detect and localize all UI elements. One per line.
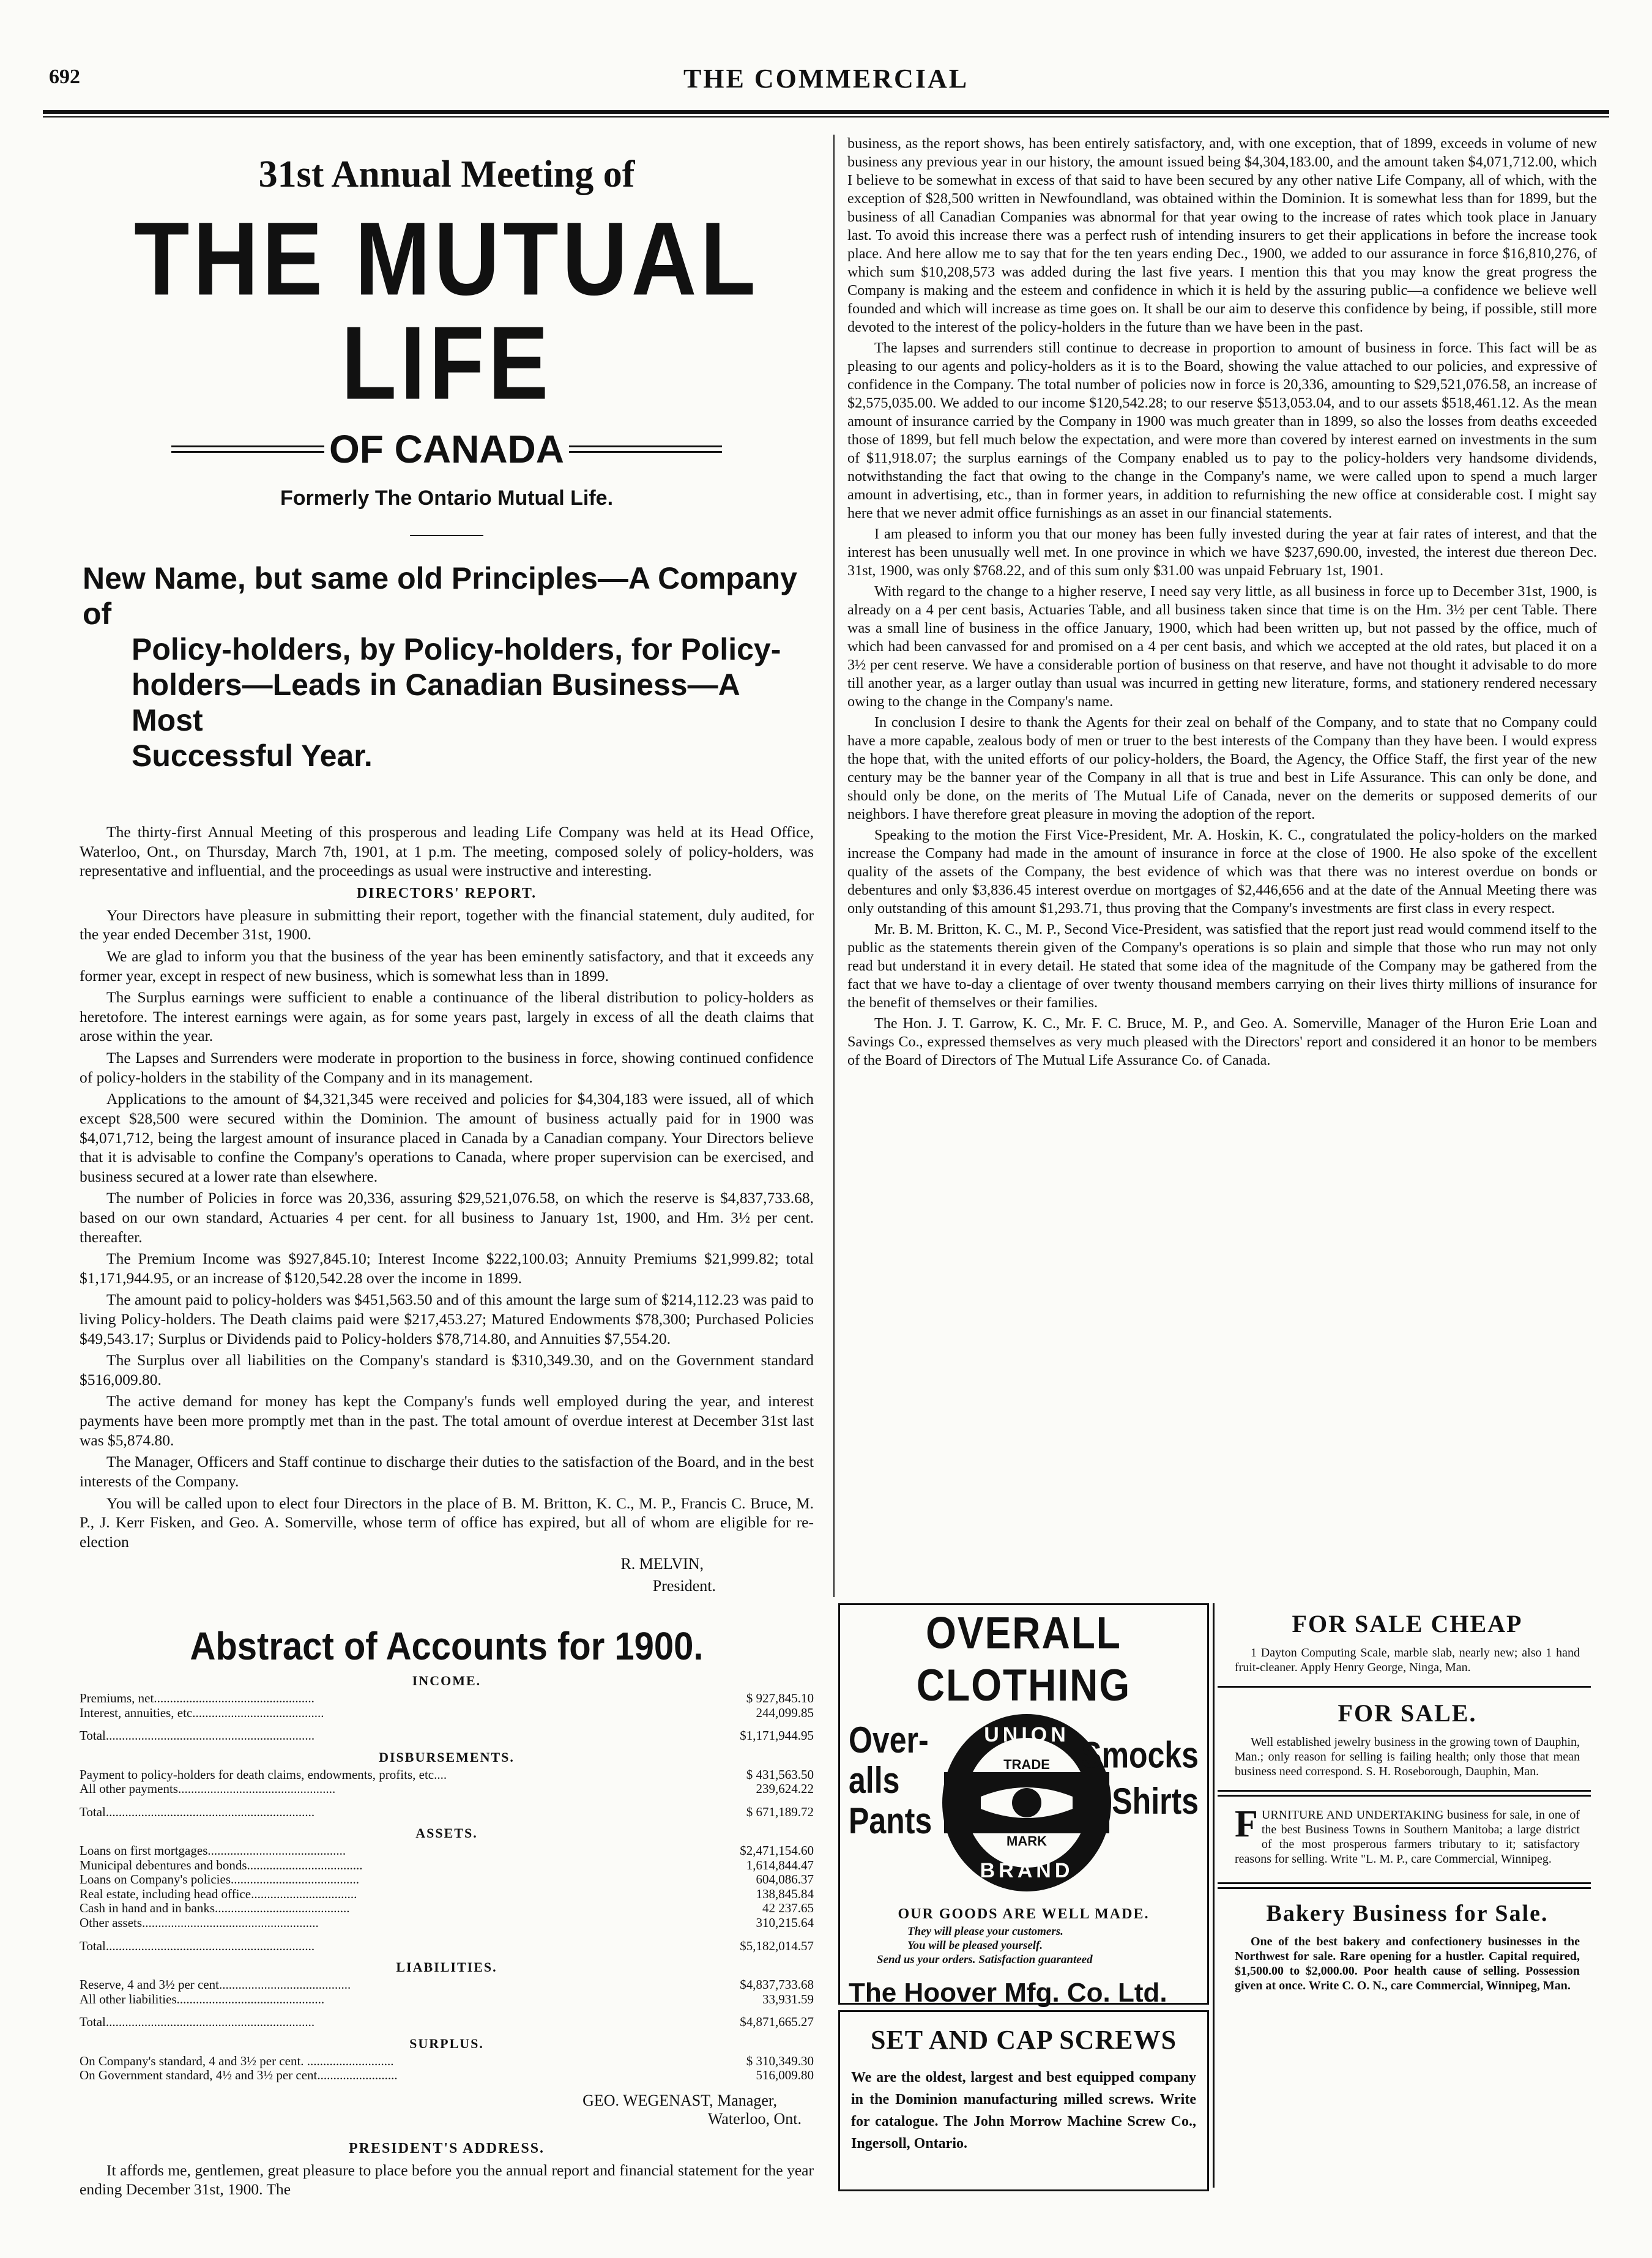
- annual-meeting-title: 31st Annual Meeting of: [258, 154, 635, 195]
- bakery-ad: [1235, 1900, 1580, 1993]
- directors-paragraph: The Surplus earnings were sufficient to enable a continuance of the liberal distribution to policy-holders as heretofore. The interest earnings were again, as for some years past, largely in excess of all the death claims that arose within the year.: [80, 988, 814, 1045]
- account-label: Interest, annuities, etc.........................................: [80, 1705, 324, 1720]
- directors-paragraph: The Premium Income was $927,845.10; Interest Income $222,100.03; Annuity Premiums $21,999.82; total $1,171,944.95, or an increase of $120,542.28 over the income in 1899.: [80, 1250, 814, 1287]
- directors-paragraph: The Surplus over all liabilities on the Company's standard is $310,349.30, and on the Government standard $516,009.80.: [80, 1351, 814, 1388]
- page-header: [43, 58, 1609, 107]
- header-rule: [43, 110, 1609, 117]
- headline-line: Successful Year.: [132, 739, 373, 773]
- column-divider: [833, 135, 835, 1597]
- furniture-paragraph: [1235, 1803, 1580, 1866]
- account-label: Total.................................................................: [80, 1939, 315, 1953]
- account-amount: $ 431,563.50: [746, 1767, 814, 1782]
- account-row: [80, 1978, 814, 1992]
- ads-divider: [1213, 1603, 1215, 2188]
- account-amount: $ 927,845.10: [746, 1691, 814, 1706]
- overall-left-item: Pants: [849, 1800, 932, 1841]
- directors-paragraph: The number of Policies in force was 20,336, assuring $29,521,076.58, on which the reserve is $4,837,733.68, based on our own standard, Actuaries 4 per cent. for all business to January 1st, 1900, and Hm. 3½ per cent. thereafter.: [80, 1189, 814, 1246]
- directors-paragraph: We are glad to inform you that the business of the year has been eminently satisfactory, and that it exceeds any former year, except in respect of new business, which is somewhat less than in 1899.: [80, 947, 814, 985]
- overall-left-list: [849, 1720, 932, 1841]
- of-canada: OF CANADA: [329, 427, 564, 471]
- account-row: [80, 1691, 814, 1706]
- company-name: THE MUTUAL LIFE: [134, 201, 759, 422]
- account-row: [80, 1901, 814, 1916]
- account-label: Loans on first mortgages...........................................: [80, 1844, 346, 1858]
- classified-ads: [1218, 1603, 1591, 2188]
- account-amount: $2,471,154.60: [740, 1843, 814, 1858]
- surplus-heading: SURPLUS.: [409, 2035, 484, 2051]
- account-row: [80, 1992, 814, 2007]
- account-row: [80, 1858, 814, 1873]
- account-label: Municipal debentures and bonds....................................: [80, 1858, 363, 1872]
- president-paragraph: It affords me, gentlemen, great pleasure to place before you the annual report and financial statement for the year ending December 31st, 1900. The: [80, 2161, 814, 2199]
- account-amount: 33,931.59: [762, 1991, 814, 2006]
- directors-paragraph: Your Directors have pleasure in submitting their report, together with the financial statement, duly audited, for the year ended December 31st, 1900.: [80, 906, 814, 944]
- account-row: [80, 1887, 814, 1902]
- overall-small-line: You will be pleased yourself.: [907, 1939, 1043, 1952]
- account-amount: $4,871,665.27: [740, 2014, 814, 2030]
- account-label: All other liabilities..............................................: [80, 1992, 325, 2006]
- directors-paragraph: You will be called upon to elect four Directors in the place of B. M. Britton, K. C., M. P., Francis C. Bruce, M. P., J. Kerr Fisken, and Geo. A. Somerville, whose term of office has expired, but all of whom are eligible for re-election: [80, 1494, 814, 1551]
- left-column: [80, 135, 814, 2215]
- directors-paragraph: The active demand for money has kept the Company's funds well employed during the year, and interest payments have been more promptly met than in the past. The total amount of overdue interest at December 31st last was $5,874.80.: [80, 1392, 814, 1449]
- liabilities-heading: LIABILITIES.: [396, 1959, 497, 1975]
- screws-title: SET AND CAP SCREWS: [870, 2025, 1177, 2055]
- headline-line: holders—Leads in Canadian Business—A Most: [132, 668, 739, 737]
- account-amount: 604,086.37: [756, 1872, 814, 1887]
- overall-small-line: They will please your customers.: [907, 1925, 1063, 1938]
- overall-right-item: Smocks: [1081, 1734, 1199, 1776]
- account-label: Premiums, net..................................................: [80, 1691, 314, 1706]
- account-label: On Government standard, 4½ and 3½ per cent.........................: [80, 2068, 398, 2083]
- account-row: [80, 1872, 814, 1887]
- account-amount: $5,182,014.57: [740, 1938, 814, 1953]
- disbursements-heading: DISBURSEMENTS.: [379, 1749, 515, 1765]
- account-row: [80, 1916, 814, 1931]
- screws-ad: [838, 2010, 1209, 2191]
- account-row: [80, 1768, 814, 1783]
- directors-paragraph: The Lapses and Surrenders were moderate in proportion to the business in force, showing continued confidence of policy-holders in the stability of the Company and in its management.: [80, 1049, 814, 1086]
- overall-title: OVERALL CLOTHING: [916, 1608, 1131, 1710]
- manager-signature-place: Waterloo, Ont.: [707, 2109, 802, 2128]
- directors-paragraph: Applications to the amount of $4,321,345 were received and policies for $4,304,183 were issued, all of which except $28,500 were secured within the Dominion. The amount of business actually paid for in 1900 was $4,071,712, being the largest amount of insurance placed in Canada by a Canadian company. Your Directors believe that it is advisable to confine the Company's operations to Canada, where proper supervision can be exercised, and business secured at a lower rate than elsewhere.: [80, 1090, 814, 1185]
- for-sale-cheap-title: FOR SALE CHEAP: [1292, 1610, 1523, 1638]
- overall-right-item: Shirts: [1112, 1780, 1199, 1822]
- account-row: [80, 1706, 814, 1721]
- account-label: On Company's standard, 4 and 3½ per cent. ...........................: [80, 2054, 394, 2068]
- furniture-dropcap: F: [1235, 1803, 1258, 1845]
- intro-paragraph: The thirty-first Annual Meeting of this prosperous and leading Life Company was held at its Head Office, Waterloo, Ont., on Thursday, March 7th, 1901, at 1 p.m. The meeting, composed solely of policy-holders, was representative and influential, and the proceedings as usual were instructive and interesting.: [80, 823, 814, 880]
- directors-paragraph: The amount paid to policy-holders was $451,563.50 and of this amount the large sum of $214,112.23 was paid to living Policy-holders. The Death claims paid were $217,453.27; Matured Endowments $78,300; Purchased Policies $49,543.17; Surplus or Dividends paid to Policy-holders $78,714.80, and Annuities $7,554.20.: [80, 1291, 814, 1347]
- account-amount: 138,845.84: [756, 1886, 814, 1901]
- for-sale-ad: [1235, 1699, 1580, 1779]
- abstract-title: Abstract of Accounts for 1900.: [190, 1625, 704, 1669]
- furniture-text: URNITURE AND UNDERTAKING business for sale, in one of the best Business Towns in Southern Manitoba; a large district of the most prosperous farmers tributary to it; satisfactory reasons for selling. Write "L. M. P., care Commercial, Winnipeg.: [1235, 1808, 1580, 1866]
- headline: [83, 561, 814, 773]
- short-rule: [410, 535, 483, 536]
- for-sale-cheap-ad: [1235, 1609, 1580, 1675]
- headline-line: Policy-holders, by Policy-holders, for Policy-: [132, 632, 781, 666]
- overall-goods-line: OUR GOODS ARE WELL MADE.: [898, 1906, 1150, 1922]
- account-label: Cash in hand and in banks..........................................: [80, 1901, 350, 1916]
- account-row: [80, 1844, 814, 1858]
- for-sale-text: Well established jewelry business in the growing town of Dauphin, Man.; only reason for selling is failing health; only those that mean business need correspond. S. H. Roseborough, Dauphin, Man.: [1235, 1735, 1580, 1778]
- headline-line: New Name, but same old Principles—A Company of: [83, 561, 797, 631]
- logo-mark-text: MARK: [1006, 1833, 1047, 1849]
- overall-small-line: Send us your orders. Satisfaction guaranteed: [877, 1953, 1093, 1966]
- decorative-rule: [569, 445, 722, 453]
- account-amount: 310,215.64: [756, 1915, 814, 1930]
- ad-separator: [1218, 1790, 1591, 1797]
- account-amount: $1,171,944.95: [740, 1728, 814, 1743]
- account-total-row: [80, 2015, 814, 2030]
- address-paragraph: Speaking to the motion the First Vice-President, Mr. A. Hoskin, K. C., congratulated the policy-holders on the marked increase the Company had made in the amount of insurance in force at the close of 1900. He also spoke of the excellent quality of the assets of the Company, the best evidence of which was that there was no interest overdue on bonds or debentures and only $3,836.45 interest overdue on mortgages of $2,446,656 and at the date of the Annual Meeting there was only outstanding of this amount $1,293.71, thus proving that the Company's investments are first class in every respect.: [847, 827, 1597, 917]
- assets-heading: ASSETS.: [415, 1825, 478, 1841]
- account-label: Total.................................................................: [80, 2015, 315, 2030]
- account-amount: 239,624.22: [756, 1781, 814, 1797]
- bakery-title: Bakery Business for Sale.: [1266, 1901, 1549, 1926]
- bakery-text: One of the best bakery and confectionery businesses in the Northwest for sale. Rare opening for a hustler. Capital required, $1,500.00 to $2,000.00. Poor health cause of selling. Possession given at once. Write C. O. N., care Commercial, Winnipeg, Man.: [1235, 1935, 1580, 1992]
- address-paragraph: business, as the report shows, has been entirely satisfactory, and, with one exception, that of 1899, exceeds in volume of new business any previous year in our history, the amount issued being $4,304,183.00, and the amount taken $4,071,712.00, which I believe to be somewhat in excess of that said to have been secured by any other native Life Company, all of which, with the exception of $28,500 written in Newfoundland, was obtained within the Dominion. It is somewhat less than for 1899, but the business of all Canadian Companies was abnormal for that year owing to the increase of rates which took place in January last. To avoid this increase there was a perfect rush of intending insurers to get their applications in before the increase took place. And here allow me to say that for the ten years ending Dec., 1900, we added to our assurance in force $16,810,276, of which sum $10,208,573 was added during the last five years. I mention this that you may know the great progress the Company is making and the esteem and confidence in which it is held by the assuring public—a confidence we believe well founded and which will increase as time goes on. It shall be our aim to deserve this confidence by being, if possible, still more devoted to the interest of the policy-holders in the future than we have been in the past.: [847, 135, 1597, 335]
- account-amount: $ 671,189.72: [746, 1804, 814, 1819]
- furniture-ad: [1235, 1803, 1580, 1866]
- right-column: [847, 135, 1597, 1591]
- logo-top-text: UNION: [984, 1723, 1070, 1746]
- directors-heading: DIRECTORS' REPORT.: [356, 885, 537, 901]
- president-heading: PRESIDENT'S ADDRESS.: [348, 2140, 545, 2156]
- address-paragraph: The lapses and surrenders still continue to decrease in proportion to amount of business in force. This fact will be as pleasing to our agents and policy-holders as it is to the Board, showing the value attached to our policies, and expressive of confidence in the Company. The total number of policies now in force is 20,336, amounting to $29,521,076.58, an increase of $2,575,035.00. We added to our income $120,542.28; to our reserve $513,053.04, and to our assets $518,461.12. As the mean amount of insurance carried by the Company in 1900 was much greater than in 1899, so also the losses from deaths exceeded those of 1899, but fell much below the expectation, and were more than covered by interest earned on investments in the sum of $11,918.07; the surplus earnings of the Company enabled us to pay to the policy-holders very handsome dividends, notwithstanding the fact that owing to the change in the Company's name, we were called upon to spend a much larger amount in advertising, etc., than in former years, in addition to refurnishing the new office at considerable cost. I might say here that we never admit office furnishings as an asset in our financial statements.: [847, 340, 1597, 521]
- directors-signature-title: President.: [652, 1577, 716, 1595]
- account-label: All other payments.................................................: [80, 1782, 336, 1797]
- advertisements: [838, 1603, 1603, 2191]
- for-sale-cheap-text: 1 Dayton Computing Scale, marble slab, nearly new; also 1 hand fruit-cleaner. Apply Henry George, Ninga, Man.: [1235, 1646, 1580, 1674]
- address-paragraph: In conclusion I desire to thank the Agents for their zeal on behalf of the Company, and to state that no Company could have a more capable, zealous body of men or truer to the best interests of the Company than they have been. I would express the hope that, with the united efforts of our policy-holders, the Board, the Agency, the Office Staff, the first year of the new century may be the banner year of the Company in all that is true and best in Life Assurance. This can only be done, and should only be done, on the merits of The Mutual Life of Canada, never on the demerits or supposed demerits of our neighbors. I have therefore great pleasure in moving the adoption of the report.: [847, 714, 1597, 822]
- account-amount: $4,837,733.68: [740, 1977, 814, 1992]
- account-label: Payment to policy-holders for death claims, endowments, profits, etc....: [80, 1767, 447, 1782]
- account-label: Loans on Company's policies........................................: [80, 1872, 360, 1887]
- account-row: [80, 2054, 814, 2069]
- logo-bottom-text: BRAND: [980, 1859, 1074, 1882]
- overall-clothing-ad: [838, 1603, 1209, 2008]
- account-total-row: [80, 1939, 814, 1954]
- address-paragraph: The Hon. J. T. Garrow, K. C., Mr. F. C. Bruce, M. P., and Geo. A. Somerville, Manager of the Huron Erie Loan and Savings Co., expressed themselves as very much pleased with the Directors' report and considered it an honor to be members of the Board of Directors of The Mutual Life Assurance Co. of Canada.: [847, 1015, 1597, 1068]
- address-paragraph: I am pleased to inform you that our money has been fully invested during the year at fair rates of interest, and that the interest has been unusually well met. In one province in which we have $237,690.00, invested, the interest due thereon Dec. 31st, 1900, was only $768.22, and of this sum only $31.00 was unpaid February 1st, 1901.: [847, 526, 1597, 579]
- account-total-row: [80, 1729, 814, 1743]
- account-amount: $ 310,349.30: [746, 2053, 814, 2068]
- formerly-line: Formerly The Ontario Mutual Life.: [280, 486, 614, 510]
- of-canada-row: [80, 427, 814, 472]
- account-label: Real estate, including head office.................................: [80, 1887, 357, 1901]
- ad-separator: [1218, 1686, 1591, 1688]
- account-label: Reserve, 4 and 3½ per cent.........................................: [80, 1978, 351, 1992]
- manager-signature-name: GEO. WEGENAST, Manager,: [582, 2091, 777, 2109]
- account-total-row: [80, 1805, 814, 1820]
- screws-text: We are the oldest, largest and best equipped company in the Dominion manufacturing milled screws. Write for catalogue. The John Morrow Machine Screw Co., Ingersoll, Ontario.: [851, 2070, 1196, 2152]
- account-row: [80, 1782, 814, 1797]
- ad-separator: [1218, 1882, 1591, 1889]
- account-row: [80, 2068, 814, 2083]
- directors-paragraph: The Manager, Officers and Staff continue to discharge their duties to the satisfaction of the Board, and in the best interests of the Company.: [80, 1453, 814, 1490]
- overall-left-item: alls: [849, 1759, 900, 1801]
- for-sale-title: FOR SALE.: [1338, 1699, 1477, 1727]
- account-amount: 1,614,844.47: [746, 1857, 814, 1872]
- account-amount: 516,009.80: [756, 2068, 814, 2083]
- account-amount: 42 237.65: [762, 1901, 814, 1916]
- account-label: Other assets.......................................................: [80, 1916, 319, 1930]
- hoover-company: The Hoover Mfg. Co. Ltd.: [849, 1978, 1167, 2008]
- overall-left-item: Over-: [849, 1719, 929, 1761]
- logo-trade-text: TRADE: [1003, 1757, 1050, 1772]
- address-paragraph: Mr. B. M. Britton, K. C., M. P., Second Vice-President, was satisfied that the report just read would commend itself to the public as the statements therein given of the Company's operations is so plain and simple that those who run may not only read but understand it in every detail. He stated that some idea of the magnitude of the Company may be gathered from the fact that we have to-day a clientage of over twenty thousand members carrying on their lives thirty millions of insurance for the benefit of themselves or their families.: [847, 921, 1597, 1011]
- account-amount: 244,099.85: [756, 1705, 814, 1720]
- decorative-rule: [171, 445, 324, 453]
- income-heading: INCOME.: [412, 1673, 482, 1689]
- newspaper-title: THE COMMERCIAL: [683, 64, 969, 94]
- overall-middle: [840, 1708, 1207, 1904]
- page-number: 692: [49, 65, 80, 88]
- address-paragraph: With regard to the change to a higher reserve, I need say very little, as all business in force up to December 31st, 1900, is already on a 4 per cent basis, Actuaries Table, and all business taken since that time is on the Hm. 3½ per cent Table. There was a small line of business in the office January, 1900, which had been written up, but not passed by the office, much of which had been canvassed for and promised on a 4 per cent basis, and which we accepted at the old rates, but placed it on a 3½ per cent reserve. We have a considerable portion of business on that reserve, and have not thought it advisable to do more till another year, as a larger outlay than usual was incurred in getting new literature, forms, and stationery rendered necessary owing to the change in the Company's name.: [847, 583, 1597, 710]
- overall-right-list: [1081, 1732, 1199, 1824]
- account-label: Total.................................................................: [80, 1729, 315, 1743]
- account-label: Total.................................................................: [80, 1805, 315, 1819]
- directors-signature-name: R. MELVIN,: [620, 1555, 704, 1573]
